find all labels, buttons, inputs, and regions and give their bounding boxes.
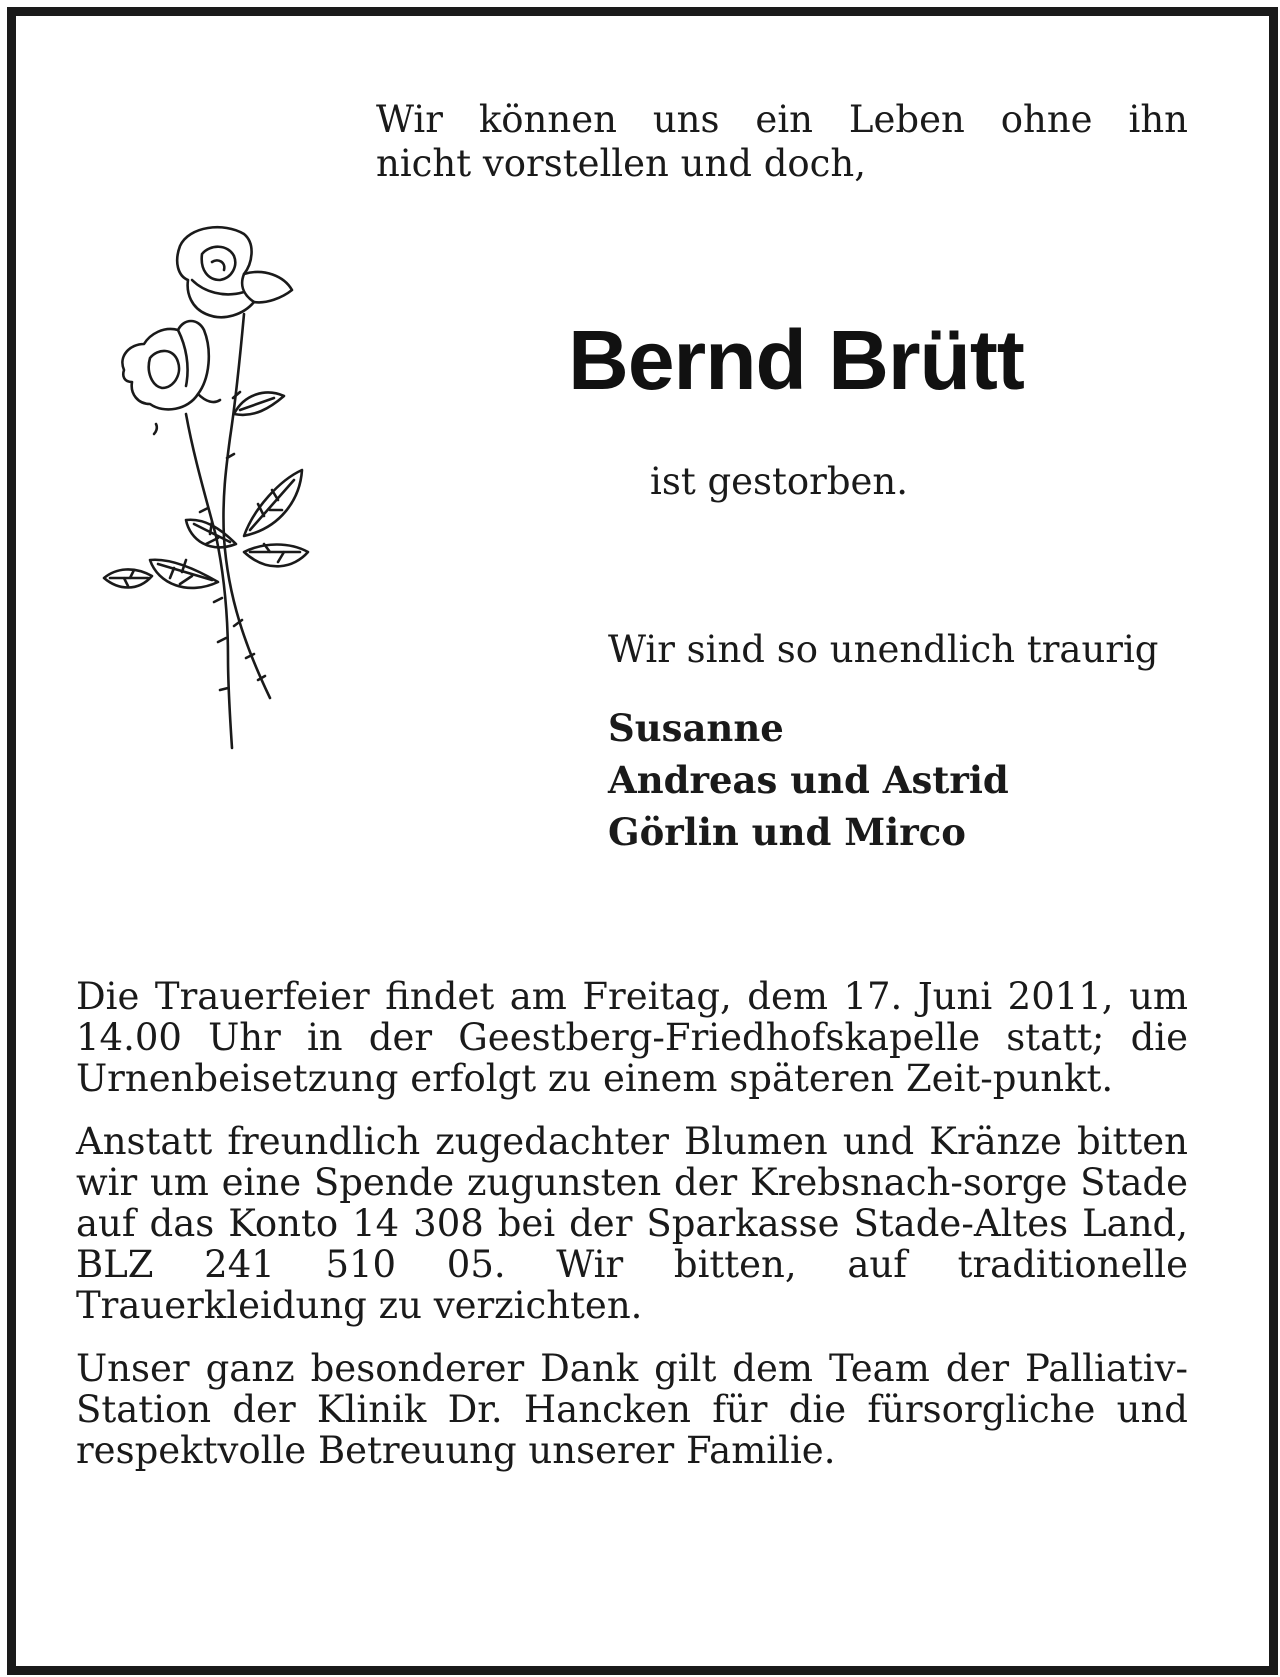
deceased-name: Bernd Brütt	[568, 313, 1024, 407]
rose-icon	[94, 218, 334, 758]
family-list	[608, 702, 1009, 858]
family-member: Andreas und Astrid	[608, 758, 1009, 802]
family-member: Susanne	[608, 706, 784, 750]
donation-paragraph: Anstatt freundlich zugedachter Blumen und Kränze bitten wir um eine Spende zugunsten der Krebsnach-sorge Stade auf das Konto 14 308 bei der Sparkasse Stade-Altes Land, BLZ 241 510 05. Wir bitten, auf traditionelle Trauerkleidung zu verzichten.	[76, 1120, 1188, 1327]
intro-verse	[376, 98, 1188, 186]
funeral-details-paragraph: Die Trauerfeier findet am Freitag, dem 17. Juni 2011, um 14.00 Uhr in der Geestberg-Friedhofskapelle statt; die Urnenbeisetzung erfolgt zu einem späteren Zeit-punkt.	[76, 975, 1188, 1100]
death-announcement: ist gestorben.	[650, 460, 909, 503]
notice-body	[76, 976, 1188, 1493]
family-member: Görlin und Mirco	[608, 810, 966, 854]
thanks-paragraph: Unser ganz besonderer Dank gilt dem Team der Palliativ-Station der Klinik Dr. Hancken für die fürsorgliche und respektvolle Betreuung unserer Familie.	[76, 1347, 1188, 1472]
mourning-line: Wir sind so unendlich traurig	[608, 628, 1159, 671]
intro-line-2: nicht vorstellen und doch,	[376, 142, 866, 185]
intro-line-1: Wir können uns ein Leben ohne ihn	[376, 98, 1188, 141]
